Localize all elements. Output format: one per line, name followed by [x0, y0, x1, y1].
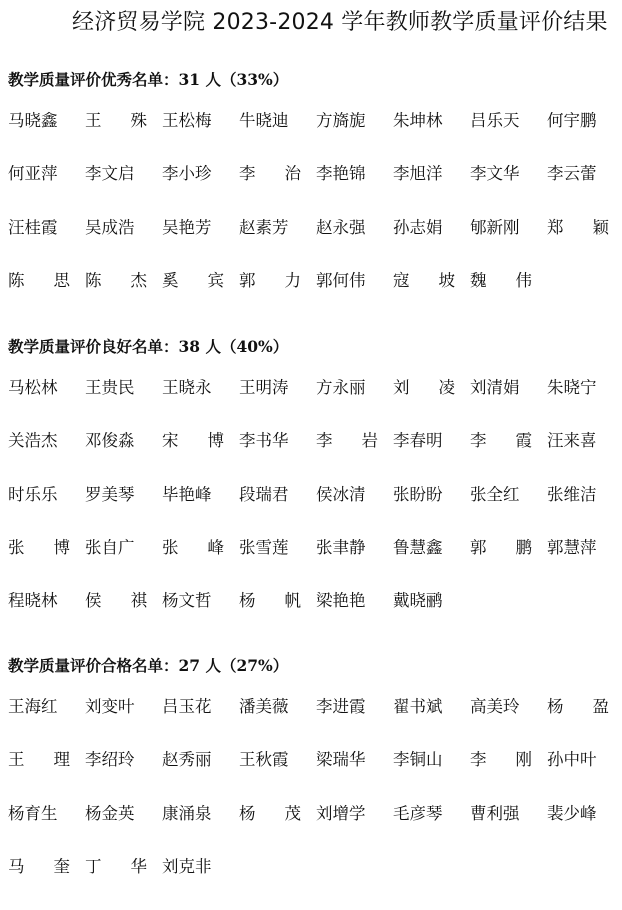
teacher-name: 刘克非: [162, 856, 212, 876]
teacher-name: 翟书斌: [393, 697, 443, 716]
teacher-name: 杨文哲: [162, 591, 212, 611]
teacher-name: 何宇鹏: [547, 111, 597, 130]
page-title: 经济贸易学院 2023-2024 学年教师教学质量评价结果: [72, 10, 608, 35]
teacher-name: 张聿静: [316, 537, 366, 557]
teacher-name: 寇 坡: [393, 270, 455, 290]
teacher-name: 刘清娟: [470, 378, 520, 397]
teacher-name: 李文启: [85, 164, 135, 184]
teacher-name: 李 刚: [470, 750, 532, 770]
teacher-name: 赵秀丽: [162, 750, 212, 770]
teacher-name: 汪桂霞: [8, 217, 58, 237]
teacher-name: 曹利强: [470, 803, 520, 823]
teacher-name: 陈 思: [8, 270, 70, 290]
qualified-section: [0, 656, 622, 910]
teacher-name: 梁艳艳: [316, 591, 366, 611]
teacher-name: 杨 帆: [239, 591, 301, 611]
teacher-name: 郭慧萍: [547, 537, 597, 557]
teacher-name: 魏 伟: [470, 270, 532, 290]
teacher-name: 马 奎: [8, 856, 70, 876]
teacher-name: 杨 盈: [547, 697, 609, 716]
teacher-name: 吕乐天: [470, 111, 520, 130]
teacher-name: 程晓林: [8, 591, 58, 611]
teacher-name: 时乐乐: [8, 484, 58, 504]
teacher-name: 丁 华: [85, 856, 147, 876]
teacher-name: 孙志娟: [393, 217, 443, 237]
teacher-name: 邓俊淼: [85, 431, 135, 451]
qualified-name-list: [8, 697, 622, 910]
teacher-name: 赵素芳: [239, 217, 289, 237]
teacher-name: 李小珍: [162, 164, 212, 184]
teacher-name: 李书华: [239, 431, 289, 451]
teacher-name: 王 理: [8, 750, 70, 770]
teacher-name: 张维洁: [547, 484, 597, 504]
teacher-name: 高美玲: [470, 697, 520, 716]
teacher-name: 段瑞君: [239, 484, 289, 504]
teacher-name: 王海红: [8, 697, 58, 716]
teacher-name: 李春明: [393, 431, 443, 451]
teacher-name: 吴艳芳: [162, 217, 212, 237]
teacher-name: 李绍玲: [85, 750, 135, 770]
teacher-name: 鲁慧鑫: [393, 537, 443, 557]
teacher-name: 郇新刚: [470, 217, 520, 237]
teacher-name: 侯 祺: [85, 591, 147, 611]
teacher-name: 毕艳峰: [162, 484, 212, 504]
teacher-name: 王明涛: [239, 378, 289, 397]
teacher-name: 郭 鹏: [470, 537, 532, 557]
teacher-name: 方旖旎: [316, 111, 366, 130]
teacher-name: 宋 博: [162, 431, 224, 451]
teacher-name: 李 治: [239, 164, 301, 184]
teacher-name: 刘增学: [316, 803, 366, 823]
teacher-name: 康涌泉: [162, 803, 212, 823]
excellent-name-list: [8, 111, 622, 324]
good-name-list: [8, 378, 622, 644]
teacher-name: 张 峰: [162, 537, 224, 557]
teacher-name: 李铜山: [393, 750, 443, 770]
teacher-name: 马松林: [8, 378, 58, 397]
qualified-section-header: 教学质量评价合格名单：27 人（27%）: [8, 656, 289, 675]
teacher-name: 郭何伟: [316, 270, 366, 290]
teacher-name: 王秋霞: [239, 750, 289, 770]
teacher-name: 李 霞: [470, 431, 532, 451]
teacher-name: 侯冰清: [316, 484, 366, 504]
teacher-name: 毛彦琴: [393, 803, 443, 823]
teacher-name: 张雪莲: [239, 537, 289, 557]
teacher-name: 裴少峰: [547, 803, 597, 823]
teacher-name: 杨育生: [8, 803, 58, 823]
teacher-name: 李文华: [470, 164, 520, 184]
teacher-name: 朱晓宁: [547, 378, 597, 397]
teacher-name: 李云蕾: [547, 164, 597, 184]
teacher-name: 吕玉花: [162, 697, 212, 716]
teacher-name: 赵永强: [316, 217, 366, 237]
teacher-name: 郭 力: [239, 270, 301, 290]
teacher-name: 吴成浩: [85, 217, 135, 237]
teacher-name: 罗美琴: [85, 484, 135, 504]
teacher-name: 郑 颖: [547, 217, 609, 237]
teacher-name: 刘 凌: [393, 378, 455, 397]
teacher-name: 张自广: [85, 537, 135, 557]
teacher-name: 牛晓迪: [239, 111, 289, 130]
teacher-name: 陈 杰: [85, 270, 147, 290]
teacher-name: 王晓永: [162, 378, 212, 397]
good-section-header: 教学质量评价良好名单：38 人（40%）: [8, 337, 289, 356]
good-section: [0, 337, 622, 644]
teacher-name: 李 岩: [316, 431, 378, 451]
excellent-section: [0, 70, 622, 324]
teacher-name: 关浩杰: [8, 431, 58, 451]
teacher-name: 潘美薇: [239, 697, 289, 716]
teacher-name: 李艳锦: [316, 164, 366, 184]
teacher-name: 张盼盼: [393, 484, 443, 504]
teacher-name: 杨 茂: [239, 803, 301, 823]
teacher-name: 朱坤林: [393, 111, 443, 130]
teacher-name: 张 博: [8, 537, 70, 557]
teacher-name: 张全红: [470, 484, 520, 504]
teacher-name: 李旭洋: [393, 164, 443, 184]
teacher-name: 王松梅: [162, 111, 212, 130]
teacher-name: 戴晓鹂: [393, 591, 443, 611]
teacher-name: 王 殊: [85, 111, 147, 130]
teacher-name: 方永丽: [316, 378, 366, 397]
teacher-name: 马晓鑫: [8, 111, 58, 130]
teacher-name: 刘变叶: [85, 697, 135, 716]
teacher-name: 王贵民: [85, 378, 135, 397]
teacher-name: 杨金英: [85, 803, 135, 823]
teacher-name: 孙中叶: [547, 750, 597, 770]
excellent-section-header: 教学质量评价优秀名单：31 人（33%）: [8, 70, 289, 89]
teacher-name: 奚 宾: [162, 270, 224, 290]
teacher-name: 汪来喜: [547, 431, 597, 451]
teacher-name: 何亚萍: [8, 164, 58, 184]
teacher-name: 梁瑞华: [316, 750, 366, 770]
teacher-name: 李进霞: [316, 697, 366, 716]
